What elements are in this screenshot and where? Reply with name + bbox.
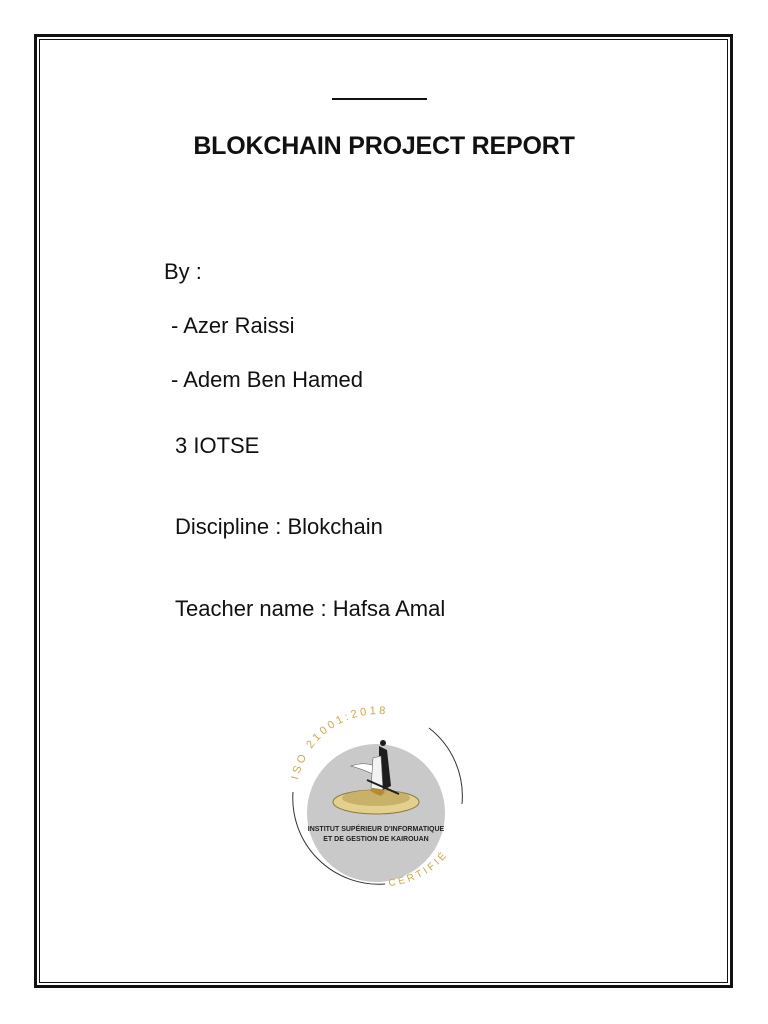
title-rule [332,98,427,100]
report-title: BLOKCHAIN PROJECT REPORT [193,132,575,160]
seal-institute-line1: INSTITUT SUPÉRIEUR D'INFORMATIQUE [307,826,445,833]
author-2: - Adem Ben Hamed [171,367,363,392]
seal-standard-text: ISO 21001:2018 [289,704,389,781]
teacher-line: Teacher name : Hafsa Amal [175,596,446,621]
by-label: By : [164,259,202,284]
class-name: 3 IOTSE [175,433,260,458]
iso-certification-seal [281,700,471,895]
discipline-line: Discipline : Blokchain [175,514,383,539]
seal-status-text: CERTIFIÉ [387,848,451,890]
seal-institute-line2: ET DE GESTION DE KAIROUAN [323,836,429,843]
author-1: - Azer Raissi [171,313,295,338]
